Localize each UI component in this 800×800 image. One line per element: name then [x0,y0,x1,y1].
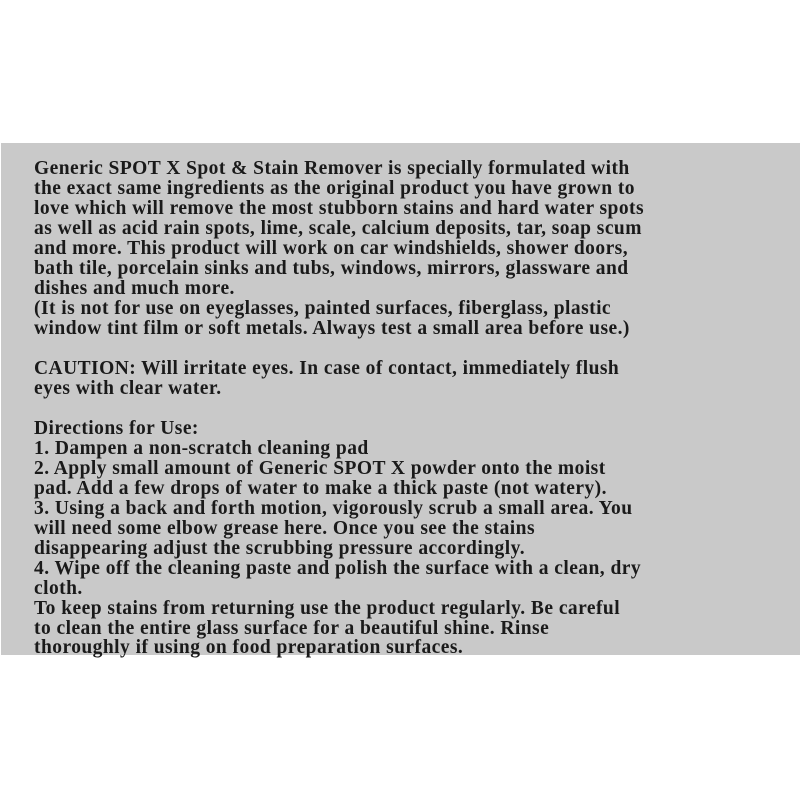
directions-line: To keep stains from returning use the product regularly. Be careful [34,598,621,619]
directions-line: 2. Apply small amount of Generic SPOT X powder onto the moist [34,458,606,479]
description-line: the exact same ingredients as the original product you have grown to [34,178,635,199]
caution-paragraph [34,359,644,399]
description-line: (It is not for use on eyeglasses, painted surfaces, fiberglass, plastic [34,298,612,319]
directions-line: to clean the entire glass surface for a beautiful shine. Rinse [34,618,550,639]
directions-line: thoroughly if using on food preparation surfaces. [34,637,464,658]
product-info-text [34,159,644,657]
description-paragraph [34,159,644,339]
description-line: window tint film or soft metals. Always test a small area before use.) [34,318,630,339]
description-line: Generic SPOT X Spot & Stain Remover is specially formulated with [34,158,630,179]
directions-line: will need some elbow grease here. Once you see the stains [34,518,536,539]
directions-paragraph [34,419,644,657]
directions-line: disappearing adjust the scrubbing pressure accordingly. [34,538,526,559]
directions-line: 3. Using a back and forth motion, vigorously scrub a small area. You [34,498,633,519]
directions-line: 1. Dampen a non-scratch cleaning pad [34,438,369,459]
directions-line: 4. Wipe off the cleaning paste and polish the surface with a clean, dry [34,558,642,579]
description-line: dishes and much more. [34,278,235,299]
directions-line: cloth. [34,578,83,599]
caution-line: CAUTION: Will irritate eyes. In case of contact, immediately flush [34,358,620,379]
directions-line: pad. Add a few drops of water to make a thick paste (not watery). [34,478,607,499]
description-line: as well as acid rain spots, lime, scale, calcium deposits, tar, soap scum [34,218,642,239]
description-line: bath tile, porcelain sinks and tubs, windows, mirrors, glassware and [34,258,629,279]
description-line: love which will remove the most stubborn stains and hard water spots [34,198,645,219]
description-line: and more. This product will work on car windshields, shower doors, [34,238,629,259]
directions-heading: Directions for Use: [34,418,199,439]
caution-line: eyes with clear water. [34,378,222,399]
